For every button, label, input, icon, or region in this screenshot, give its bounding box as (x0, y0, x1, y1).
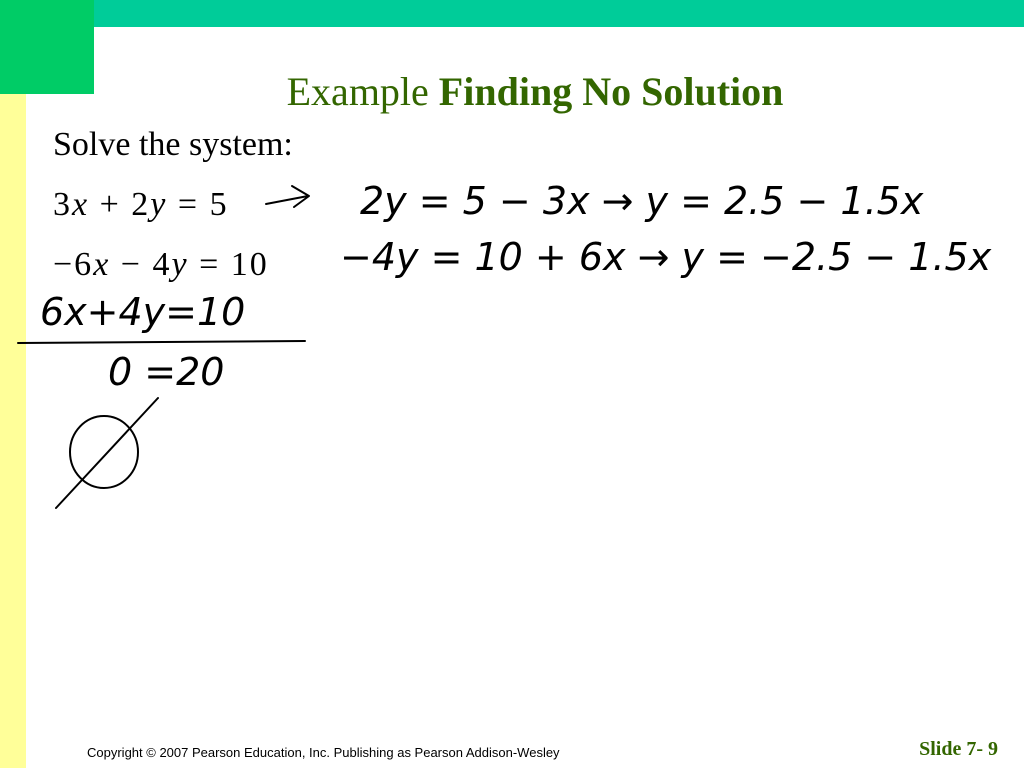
title-bold: Finding No Solution (438, 69, 784, 114)
eq2-var-y: y (171, 246, 189, 283)
prompt-text: Solve the system: (53, 126, 293, 163)
eq1-coef-y: 2 (131, 186, 151, 223)
eq2-coef-y: 4 (152, 246, 172, 283)
hw-line-1: 2y = 5 − 3x → y = 2.5 − 1.5x (360, 179, 924, 223)
eq2-var-x: x (93, 246, 111, 283)
title-prefix: Example (286, 69, 429, 114)
eq1-var-y: y (150, 186, 168, 223)
hw-line-2: −4y = 10 + 6x → y = −2.5 − 1.5x (340, 235, 992, 279)
hw-line-3: 6x+4y=10 (40, 290, 246, 334)
eq2-coef-x: −6 (53, 246, 94, 283)
eq1-coef-x: 3 (53, 186, 72, 223)
slide-number: Slide 7- 9 (919, 738, 998, 760)
eq2-rhs: 10 (230, 246, 269, 283)
eq1-rhs: 5 (209, 186, 229, 223)
empty-set-slash-icon (56, 398, 158, 508)
eq1-var-x: x (72, 186, 90, 223)
eq2-equals: = (199, 246, 221, 283)
hw-line-4: 0 =20 (108, 350, 225, 394)
empty-set-circle-icon (70, 416, 138, 488)
eq1-operator: + (99, 186, 121, 223)
copyright-footer: Copyright © 2007 Pearson Education, Inc. Publishing as Pearson Addison-Wesley (87, 745, 560, 760)
sum-rule-line (18, 341, 305, 343)
eq1-equals: = (177, 186, 200, 223)
arrow-icon (266, 186, 309, 207)
eq2-operator: − (120, 246, 142, 283)
